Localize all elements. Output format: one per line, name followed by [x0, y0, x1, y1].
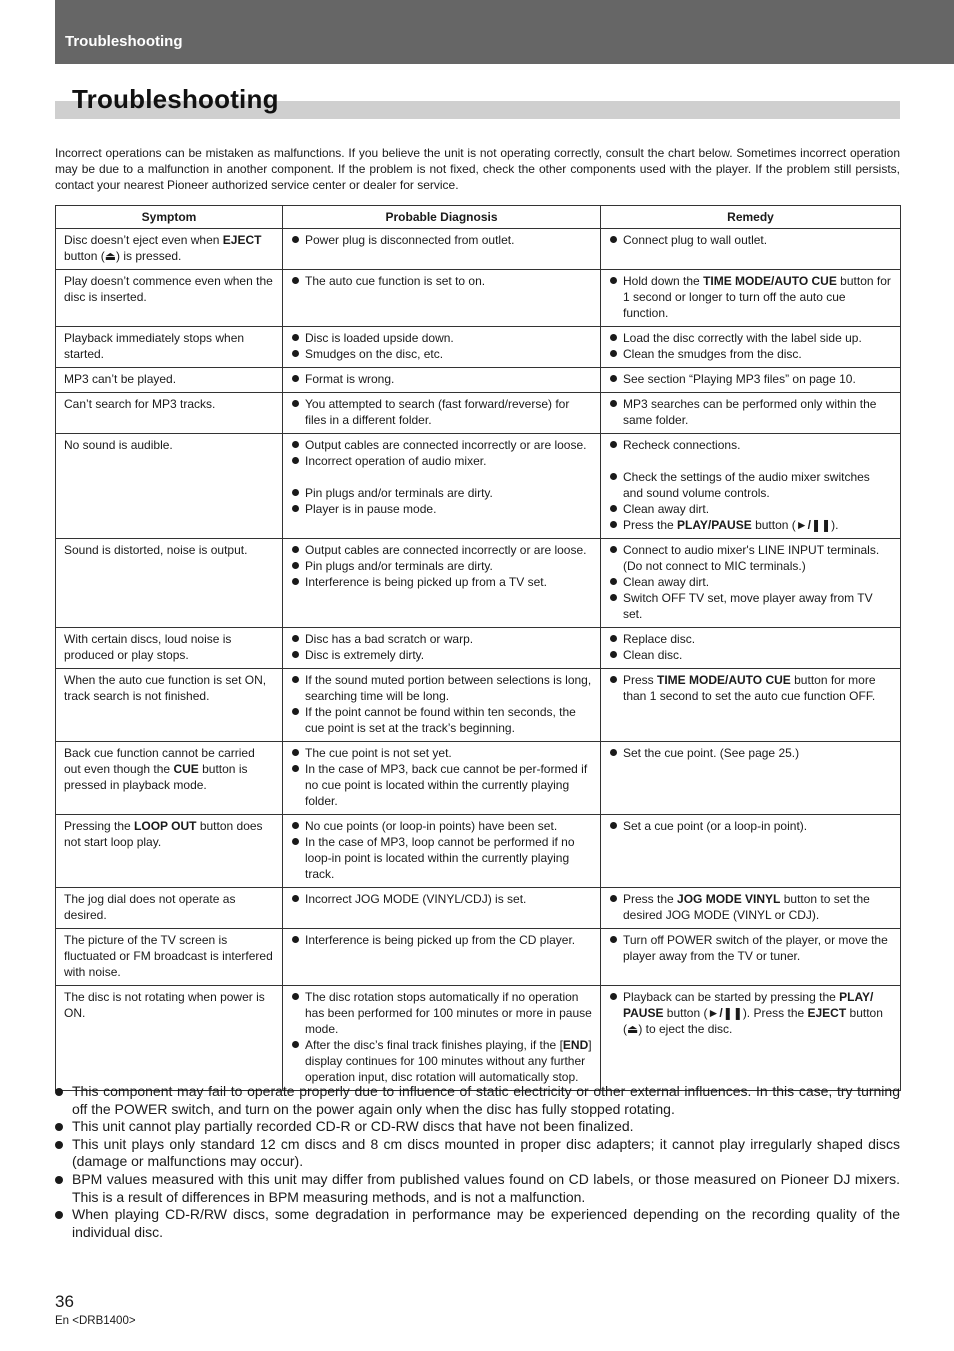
diagnosis-item: Pin plugs and/or terminals are dirty. [292, 558, 592, 574]
symptom-cell: The disc is not rotating when power is ON. [56, 986, 283, 1091]
diagnosis-item: Incorrect operation of audio mixer. [292, 453, 592, 469]
note-item: This unit plays only standard 12 cm discs and 8 cm discs mounted in proper disc adapters; it cannot play irregularly shaped discs (damage or malfunctions may occur). [55, 1136, 900, 1171]
table-row [56, 393, 901, 434]
remedy-item: Clean the smudges from the disc. [610, 346, 892, 362]
remedy-item: Set a cue point (or a loop-in point). [610, 818, 892, 834]
diagnosis-item: After the disc’s final track finishes playing, if the [END] display continues for 100 minutes without any further operation input, disc rotation will automatically stop. [292, 1037, 592, 1085]
page-number: 36 [55, 1292, 74, 1311]
diagnosis-item: Disc is loaded upside down. [292, 330, 592, 346]
symptom-cell: With certain discs, loud noise is produced or play stops. [56, 628, 283, 669]
diagnosis-item: Output cables are connected incorrectly or are loose. [292, 437, 592, 453]
diagnosis-item: The cue point is not set yet. [292, 745, 592, 761]
diagnosis-cell [283, 742, 601, 815]
remedy-item: Check the settings of the audio mixer switches and sound volume controls. [610, 469, 892, 501]
symptom-cell: MP3 can’t be played. [56, 368, 283, 393]
diagnosis-item: If the sound muted portion between selections is long, searching time will be long. [292, 672, 592, 704]
remedy-item: Press TIME MODE/AUTO CUE button for more than 1 second to set the auto cue function OFF. [610, 672, 892, 704]
symptom-cell: Back cue function cannot be carried out even though the CUE button is pressed in playback mode. [56, 742, 283, 815]
table-header-row [56, 206, 901, 229]
diagnosis-cell [283, 628, 601, 669]
table-row [56, 229, 901, 270]
table-row [56, 539, 901, 628]
remedy-item: Press the JOG MODE VINYL button to set the desired JOG MODE (VINYL or CDJ). [610, 891, 892, 923]
diagnosis-item: The auto cue function is set to on. [292, 273, 592, 289]
diagnosis-item: Incorrect JOG MODE (VINYL/CDJ) is set. [292, 891, 592, 907]
section-label: Troubleshooting [65, 33, 183, 50]
table-row [56, 628, 901, 669]
section-header-bar [55, 0, 954, 64]
diagnosis-item: Power plug is disconnected from outlet. [292, 232, 592, 248]
diagnosis-item: Interference is being picked up from a TV set. [292, 574, 592, 590]
remedy-item: MP3 searches can be performed only within the same folder. [610, 396, 892, 428]
diagnosis-item: Player is in pause mode. [292, 501, 592, 517]
remedy-item: Connect plug to wall outlet. [610, 232, 892, 248]
remedy-item: Clean away dirt. [610, 501, 892, 517]
table-row [56, 270, 901, 327]
spacer [610, 453, 892, 469]
diagnosis-item: Disc has a bad scratch or warp. [292, 631, 592, 647]
table-row [56, 669, 901, 742]
symptom-cell: No sound is audible. [56, 434, 283, 539]
remedy-item: Hold down the TIME MODE/AUTO CUE button for 1 second or longer to turn off the auto cue function. [610, 273, 892, 321]
diagnosis-cell [283, 888, 601, 929]
symptom-cell: Pressing the LOOP OUT button does not start loop play. [56, 815, 283, 888]
remedy-cell [601, 270, 901, 327]
diagnosis-item: Disc is extremely dirty. [292, 647, 592, 663]
remedy-cell [601, 986, 901, 1091]
remedy-cell [601, 929, 901, 986]
remedy-cell [601, 742, 901, 815]
table-row [56, 327, 901, 368]
remedy-cell [601, 229, 901, 270]
diagnosis-cell [283, 669, 601, 742]
remedy-cell [601, 888, 901, 929]
header-remedy: Remedy [601, 206, 901, 229]
document-code: En <DRB1400> [55, 1315, 136, 1327]
table-row [56, 888, 901, 929]
remedy-item: Turn off POWER switch of the player, or move the player away from the TV or tuner. [610, 932, 892, 964]
remedy-cell [601, 434, 901, 539]
troubleshooting-table [55, 205, 901, 1091]
table-body [56, 229, 901, 1091]
table-row [56, 742, 901, 815]
header-symptom: Symptom [56, 206, 283, 229]
remedy-item: See section “Playing MP3 files” on page 10. [610, 371, 892, 387]
page-title: Troubleshooting [72, 84, 279, 114]
diagnosis-cell [283, 270, 601, 327]
remedy-cell [601, 669, 901, 742]
remedy-item: Switch OFF TV set, move player away from TV set. [610, 590, 892, 622]
remedy-cell [601, 368, 901, 393]
notes-list [55, 1083, 900, 1241]
diagnosis-item: Pin plugs and/or terminals are dirty. [292, 485, 592, 501]
diagnosis-item: Output cables are connected incorrectly or are loose. [292, 542, 592, 558]
intro-paragraph: Incorrect operations can be mistaken as malfunctions. If you believe the unit is not operating correctly, consult the chart below. Sometimes incorrect operation may be due to a malfunction in another component. If the problem is not fixed, check the other components used with the player. If the problem still persists, contact your nearest Pioneer authorized service center or dealer for service. [55, 146, 900, 192]
note-item: This unit cannot play partially recorded CD-R or CD-RW discs that have not been finalized. [55, 1118, 900, 1136]
remedy-item: Clean disc. [610, 647, 892, 663]
diagnosis-item: Smudges on the disc, etc. [292, 346, 592, 362]
remedy-item: Connect to audio mixer's LINE INPUT terminals. (Do not connect to MIC terminals.) [610, 542, 892, 574]
remedy-item: Load the disc correctly with the label side up. [610, 330, 892, 346]
symptom-cell: Playback immediately stops when started. [56, 327, 283, 368]
diagnosis-item: You attempted to search (fast forward/reverse) for files in a different folder. [292, 396, 592, 428]
remedy-cell [601, 393, 901, 434]
note-item: This component may fail to operate properly due to influence of static electricity or other external influences. In this case, try turning off the POWER switch, and turn on the power again only when the disc has fully stopped rotating. [55, 1083, 900, 1118]
symptom-cell: Disc doesn’t eject even when EJECT button (⏏) is pressed. [56, 229, 283, 270]
table-row [56, 986, 901, 1091]
diagnosis-cell [283, 393, 601, 434]
remedy-cell [601, 628, 901, 669]
diagnosis-cell [283, 327, 601, 368]
remedy-cell [601, 327, 901, 368]
diagnosis-cell [283, 539, 601, 628]
diagnosis-item: Interference is being picked up from the CD player. [292, 932, 592, 948]
diagnosis-item: No cue points (or loop-in points) have been set. [292, 818, 592, 834]
diagnosis-cell [283, 929, 601, 986]
remedy-item: Press the PLAY/PAUSE button (►/❚❚). [610, 517, 892, 533]
symptom-cell: Can’t search for MP3 tracks. [56, 393, 283, 434]
diagnosis-cell [283, 986, 601, 1091]
note-item: BPM values measured with this unit may differ from published values found on CD labels, or those measured on Pioneer DJ mixers. This is a result of differences in BPM measuring methods, and is not a malfunction. [55, 1171, 900, 1206]
remedy-item: Clean away dirt. [610, 574, 892, 590]
spacer [292, 469, 592, 485]
remedy-cell [601, 815, 901, 888]
symptom-cell: The jog dial does not operate as desired. [56, 888, 283, 929]
diagnosis-item: In the case of MP3, loop cannot be performed if no loop-in point is located within the currently playing track. [292, 834, 592, 882]
diagnosis-item: In the case of MP3, back cue cannot be per-formed if no cue point is located within the currently playing folder. [292, 761, 592, 809]
diagnosis-item: If the point cannot be found within ten seconds, the cue point is set at the track’s beginning. [292, 704, 592, 736]
header-diagnosis: Probable Diagnosis [283, 206, 601, 229]
remedy-item: Recheck connections. [610, 437, 892, 453]
symptom-cell: When the auto cue function is set ON, track search is not finished. [56, 669, 283, 742]
diagnosis-cell [283, 434, 601, 539]
remedy-item: Replace disc. [610, 631, 892, 647]
symptom-cell: The picture of the TV screen is fluctuated or FM broadcast is interfered with noise. [56, 929, 283, 986]
diagnosis-cell [283, 368, 601, 393]
note-item: When playing CD-R/RW discs, some degradation in performance may be experienced depending on the recording quality of the individual disc. [55, 1206, 900, 1241]
diagnosis-cell [283, 815, 601, 888]
diagnosis-item: Format is wrong. [292, 371, 592, 387]
table-row [56, 815, 901, 888]
diagnosis-cell [283, 229, 601, 270]
table-row [56, 929, 901, 986]
remedy-cell [601, 539, 901, 628]
table-row [56, 434, 901, 539]
remedy-item: Set the cue point. (See page 25.) [610, 745, 892, 761]
diagnosis-item: The disc rotation stops automatically if no operation has been performed for 100 minutes or more in pause mode. [292, 989, 592, 1037]
remedy-item: Playback can be started by pressing the PLAY/ PAUSE button (►/❚❚). Press the EJECT button (⏏) to eject the disc. [610, 989, 892, 1037]
table-row [56, 368, 901, 393]
symptom-cell: Play doesn’t commence even when the disc is inserted. [56, 270, 283, 327]
symptom-cell: Sound is distorted, noise is output. [56, 539, 283, 628]
